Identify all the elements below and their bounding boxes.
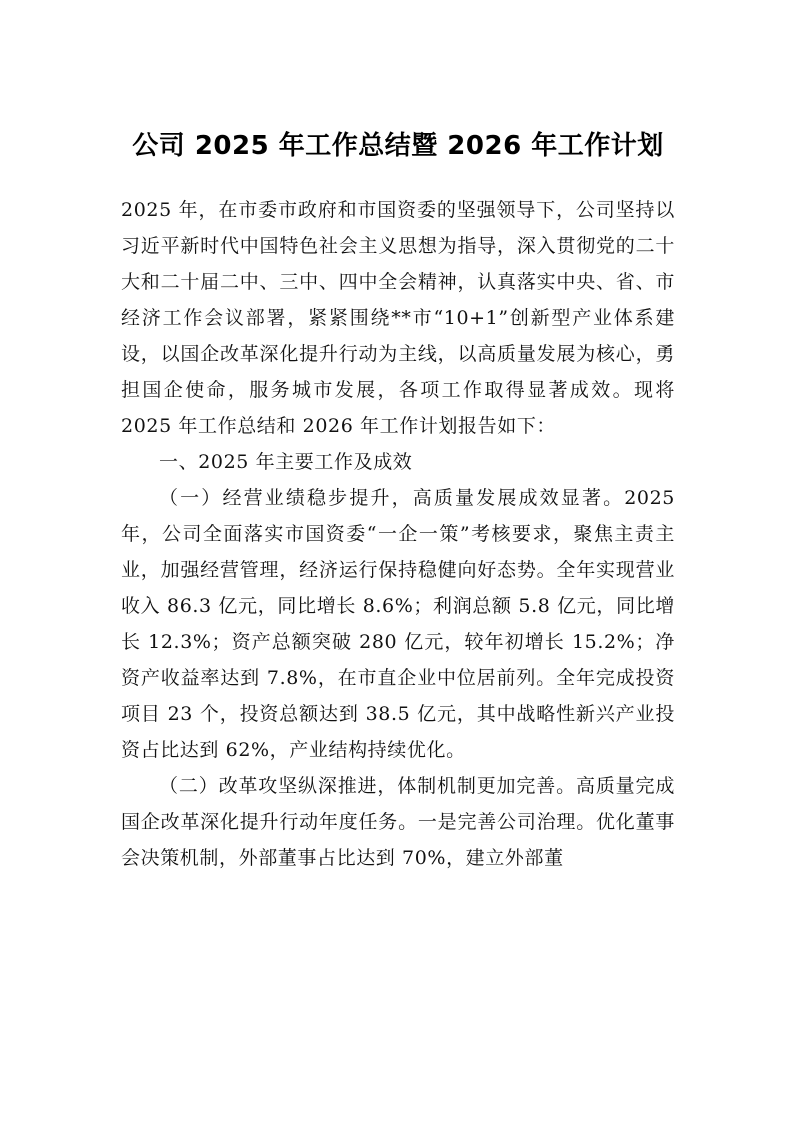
section-heading: 一、2025 年主要工作及成效 bbox=[159, 451, 413, 473]
body-paragraph-2: （二）改革攻坚纵深推进，体制机制更加完善。高质量完成国企改革深化提升行动年度任务。一是完善公司治理。优化董事会决策机制，外部董事占比达到 70%，建立外部董 bbox=[121, 775, 675, 869]
document-title: 公司 2025 年工作总结暨 2026 年工作计划 bbox=[132, 131, 664, 161]
body-paragraph-1: （一）经营业绩稳步提升，高质量发展成效显著。2025 年，公司全面落实市国资委“一企一策”考核要求，聚焦主责主业，加强经营管理，经济运行保持稳健向好态势。全年实现营业收入 86.3 亿元，同比增长 8.6%；利润总额 5.8 亿元，同比增长 12.3%；资产总额突破 280 亿元，较年初增长 15.2%；净资产收益率达到 7.8%，在市直企业中位居前列。全年完成投资项目 23 个，投资总额达到 38.5 亿元，其中战略性新兴产业投资占比达到 62%，产业结构持续优化。 bbox=[121, 487, 675, 761]
intro-paragraph: 2025 年，在市委市政府和市国资委的坚强领导下，公司坚持以习近平新时代中国特色社会主义思想为指导，深入贯彻党的二十大和二十届二中、三中、四中全会精神，认真落实中央、省、市经济工作会议部署，紧紧围绕**市“10+1”创新型产业体系建设，以国企改革深化提升行动为主线，以高质量发展为核心，勇担国企使命，服务城市发展，各项工作取得显著成效。现将 2025 年工作总结和 2026 年工作计划报告如下： bbox=[121, 199, 675, 437]
